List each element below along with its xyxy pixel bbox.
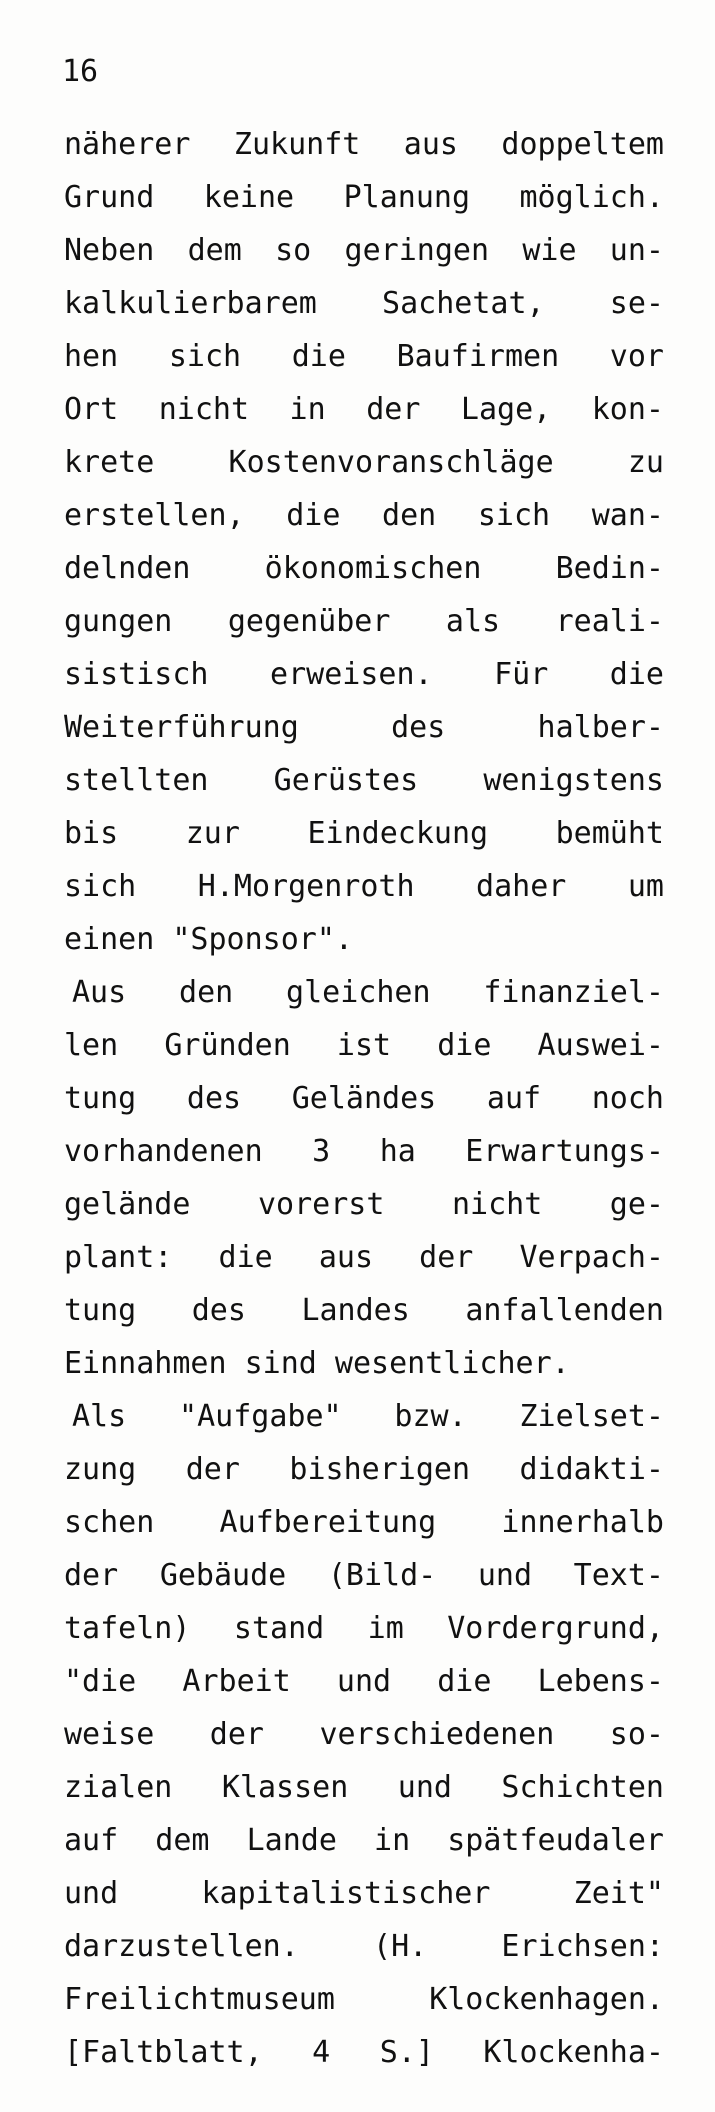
text-line: zung der bisherigen didakti-	[64, 1452, 664, 1487]
text-line: näherer Zukunft aus doppeltem	[64, 127, 664, 162]
text-line: stellten Gerüstes wenigstens	[64, 763, 664, 798]
text-line: kalkulierbarem Sachetat, se-	[64, 286, 664, 321]
text-line: Einnahmen sind wesentlicher.	[64, 1346, 570, 1381]
text-line: krete Kostenvoranschläge zu	[64, 445, 664, 480]
text-line: [Faltblatt, 4 S.] Klockenha-	[64, 2035, 664, 2070]
text-line: und kapitalistischer Zeit"	[64, 1876, 664, 1911]
text-line: erstellen, die den sich wan-	[64, 498, 664, 533]
text-line: Neben dem so geringen wie un-	[64, 233, 664, 268]
text-line: vorhandenen 3 ha Erwartungs-	[64, 1134, 664, 1169]
text-line: sistisch erweisen. Für die	[64, 657, 664, 692]
text-line: darzustellen. (H. Erichsen:	[64, 1929, 664, 1964]
text-line: schen Aufbereitung innerhalb	[64, 1505, 664, 1540]
text-line: len Gründen ist die Auswei-	[64, 1028, 664, 1063]
page-number: 16	[62, 54, 99, 89]
text-line: zialen Klassen und Schichten	[64, 1770, 664, 1805]
text-line: tung des Landes anfallenden	[64, 1293, 664, 1328]
text-line: einen "Sponsor".	[64, 922, 353, 957]
text-line: sich H.Morgenroth daher um	[64, 869, 664, 904]
text-line: gungen gegenüber als reali-	[64, 604, 664, 639]
text-line: Als "Aufgabe" bzw. Zielset-	[72, 1399, 664, 1434]
text-line: der Gebäude (Bild- und Text-	[64, 1558, 664, 1593]
text-line: Ort nicht in der Lage, kon-	[64, 392, 664, 427]
text-line: gelände vorerst nicht ge-	[64, 1187, 664, 1222]
text-line: tafeln) stand im Vordergrund,	[64, 1611, 664, 1646]
text-line: auf dem Lande in spätfeudaler	[64, 1823, 664, 1858]
text-line: hen sich die Baufirmen vor	[64, 339, 664, 374]
text-line: weise der verschiedenen so-	[64, 1717, 664, 1752]
text-line: delnden ökonomischen Bedin-	[64, 551, 664, 586]
body-text	[64, 118, 664, 2079]
text-line: "die Arbeit und die Lebens-	[64, 1664, 664, 1699]
text-line: bis zur Eindeckung bemüht	[64, 816, 664, 851]
text-line: Weiterführung des halber-	[64, 710, 664, 745]
text-line: Aus den gleichen finanziel-	[72, 975, 664, 1010]
text-line: tung des Geländes auf noch	[64, 1081, 664, 1116]
text-line: plant: die aus der Verpach-	[64, 1240, 664, 1275]
text-line: Freilichtmuseum Klockenhagen.	[64, 1982, 664, 2017]
text-line: Grund keine Planung möglich.	[64, 180, 664, 215]
